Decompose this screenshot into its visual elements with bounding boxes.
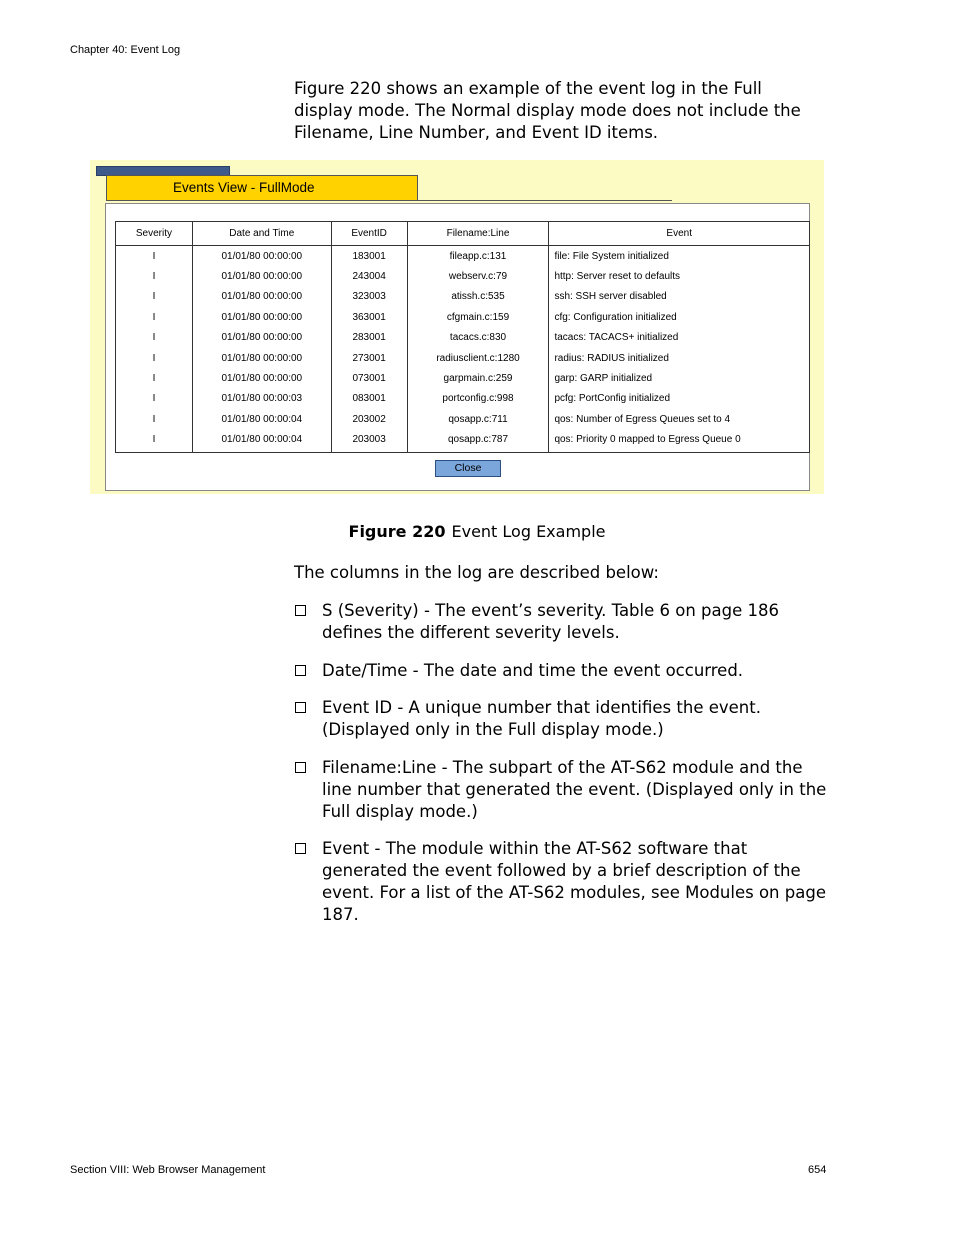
- figure-caption-text: Event Log Example: [451, 522, 606, 541]
- date-time-cell: 01/01/80 00:00:00: [192, 287, 331, 307]
- table-row: [116, 266, 810, 286]
- severity-cell: I: [116, 328, 193, 348]
- event-id-cell: 183001: [331, 246, 407, 267]
- list-item: [294, 757, 834, 823]
- events-view-title-bar: [106, 175, 418, 201]
- list-item-text: Event - The module within the AT-S62 software that generated the event followed by a brief description of the event. For a list of the AT-S62 modules, see Modules on page 187.: [322, 839, 826, 924]
- checkbox-bullet-icon: [295, 665, 306, 676]
- column-header-severity: Severity: [116, 222, 193, 246]
- event-id-cell: 323003: [331, 287, 407, 307]
- event-id-cell: 283001: [331, 328, 407, 348]
- table-row: [116, 430, 810, 453]
- severity-cell: I: [116, 287, 193, 307]
- severity-cell: I: [116, 246, 193, 267]
- date-time-cell: 01/01/80 00:00:03: [192, 389, 331, 409]
- date-time-cell: 01/01/80 00:00:00: [192, 348, 331, 368]
- filename-line-cell: portconfig.c:998: [407, 389, 549, 409]
- event-id-cell: 073001: [331, 368, 407, 388]
- checkbox-bullet-icon: [295, 605, 306, 616]
- columns-lead-text: The columns in the log are described below:: [294, 563, 659, 582]
- severity-cell: I: [116, 389, 193, 409]
- column-header-date-time: Date and Time: [192, 222, 331, 246]
- event-cell: tacacs: TACACS+ initialized: [549, 328, 810, 348]
- date-time-cell: 01/01/80 00:00:04: [192, 409, 331, 429]
- event-id-cell: 363001: [331, 307, 407, 327]
- list-item-text: Date/Time - The date and time the event occurred.: [322, 660, 744, 680]
- date-time-cell: 01/01/80 00:00:00: [192, 328, 331, 348]
- intro-paragraph: Figure 220 shows an example of the event log in the Full display mode. The Normal display mode does not include the Filename, Line Number, and Event ID items.: [294, 79, 801, 142]
- filename-line-cell: garpmain.c:259: [407, 368, 549, 388]
- table-row: [116, 409, 810, 429]
- list-item: [294, 660, 834, 682]
- table-row: [116, 307, 810, 327]
- filename-line-cell: cfgmain.c:159: [407, 307, 549, 327]
- filename-line-cell: atissh.c:535: [407, 287, 549, 307]
- event-cell: cfg: Configuration initialized: [549, 307, 810, 327]
- table-row: [116, 328, 810, 348]
- list-item-text: Filename:Line - The subpart of the AT-S62 module and the line number that generated the event. (Displayed only in the Full display mode.): [322, 757, 827, 821]
- event-id-cell: 243004: [331, 266, 407, 286]
- event-id-cell: 273001: [331, 348, 407, 368]
- date-time-cell: 01/01/80 00:00:00: [192, 246, 331, 267]
- checkbox-bullet-icon: [295, 762, 306, 773]
- page-number: 654: [808, 1164, 827, 1176]
- table-row: [116, 389, 810, 409]
- table-row: [116, 348, 810, 368]
- date-time-cell: 01/01/80 00:00:00: [192, 307, 331, 327]
- date-time-cell: 01/01/80 00:00:00: [192, 266, 331, 286]
- table-row: [116, 246, 810, 267]
- event-cell: ssh: SSH server disabled: [549, 287, 810, 307]
- event-log-figure: [90, 160, 824, 494]
- filename-line-cell: qosapp.c:787: [407, 430, 549, 453]
- filename-line-cell: qosapp.c:711: [407, 409, 549, 429]
- severity-cell: I: [116, 348, 193, 368]
- event-cell: garp: GARP initialized: [549, 368, 810, 388]
- checkbox-bullet-icon: [295, 843, 306, 854]
- event-cell: radius: RADIUS initialized: [549, 348, 810, 368]
- event-id-cell: 083001: [331, 389, 407, 409]
- date-time-cell: 01/01/80 00:00:04: [192, 430, 331, 453]
- severity-cell: I: [116, 430, 193, 453]
- events-view-title: Events View - FullMode: [173, 180, 315, 195]
- column-description-list: [294, 600, 834, 942]
- severity-cell: I: [116, 266, 193, 286]
- severity-cell: I: [116, 368, 193, 388]
- filename-line-cell: fileapp.c:131: [407, 246, 549, 267]
- list-item-text: Event ID - A unique number that identifies the event. (Displayed only in the Full display mode.): [322, 698, 761, 739]
- list-item-text: S (Severity) - The event’s severity. Table 6 on page 186 defines the different severity levels.: [322, 601, 779, 642]
- checkbox-bullet-icon: [295, 702, 306, 713]
- event-cell: http: Server reset to defaults: [549, 266, 810, 286]
- filename-line-cell: webserv.c:79: [407, 266, 549, 286]
- chapter-header: Chapter 40: Event Log: [70, 44, 181, 56]
- severity-cell: I: [116, 409, 193, 429]
- table-header-row: [116, 222, 810, 246]
- close-button[interactable]: Close: [435, 460, 501, 477]
- footer-section: Section VIII: Web Browser Management: [70, 1164, 266, 1176]
- event-cell: pcfg: PortConfig initialized: [549, 389, 810, 409]
- filename-line-cell: tacacs.c:830: [407, 328, 549, 348]
- event-log-table: [115, 221, 810, 453]
- filename-line-cell: radiusclient.c:1280: [407, 348, 549, 368]
- list-item: [294, 600, 834, 644]
- figure-caption: [0, 522, 954, 541]
- list-item: [294, 838, 834, 926]
- date-time-cell: 01/01/80 00:00:00: [192, 368, 331, 388]
- title-underline: [418, 200, 672, 201]
- column-header-event-id: EventID: [331, 222, 407, 246]
- column-header-filename-line: Filename:Line: [407, 222, 549, 246]
- events-panel: [105, 203, 810, 491]
- event-cell: qos: Number of Egress Queues set to 4: [549, 409, 810, 429]
- list-item: [294, 697, 834, 741]
- severity-cell: I: [116, 307, 193, 327]
- table-row: [116, 287, 810, 307]
- column-header-event: Event: [549, 222, 810, 246]
- figure-number: Figure 220: [348, 522, 446, 541]
- event-cell: file: File System initialized: [549, 246, 810, 267]
- event-id-cell: 203003: [331, 430, 407, 453]
- event-id-cell: 203002: [331, 409, 407, 429]
- event-cell: qos: Priority 0 mapped to Egress Queue 0: [549, 430, 810, 453]
- table-row: [116, 368, 810, 388]
